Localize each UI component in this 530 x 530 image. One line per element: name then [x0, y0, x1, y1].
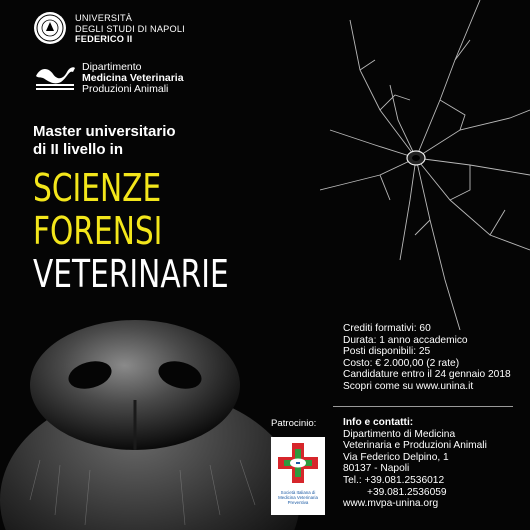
info-seats: Posti disponibili: 25 — [343, 346, 431, 358]
sivemp-cross-logo-icon — [276, 441, 320, 489]
contacts-phone-2[interactable]: +39.081.2536059 — [367, 486, 447, 498]
contacts-line-3: Via Federico Delpino, 1 — [343, 451, 449, 463]
section-divider — [333, 406, 513, 407]
contacts-heading: Info e contatti: — [343, 417, 414, 428]
university-line-1: UNIVERSITÀ — [75, 13, 133, 23]
patron-line-2: Medicina Veterinaria — [278, 495, 318, 500]
patronage-label: Patrocinio: — [271, 418, 317, 429]
title-line-veterinarie: VETERINARIE — [33, 252, 229, 296]
contacts-line-4: 80137 - Napoli — [343, 463, 410, 475]
intro-line-1: Master universitario — [33, 123, 176, 140]
department-line-1: Dipartimento — [82, 61, 142, 73]
course-info — [343, 323, 511, 393]
university-line-3: FEDERICO II — [75, 34, 133, 45]
contacts-line-2: Veterinaria e Produzioni Animali — [343, 440, 487, 452]
info-deadline: Candidature entro il 24 gennaio 2018 — [343, 369, 511, 381]
patron-caption — [271, 490, 325, 505]
contacts-website[interactable]: www.mvpa-unina.org — [343, 498, 439, 510]
patron-line-3: Preventiva — [287, 500, 309, 505]
info-cost: Costo: € 2.000,00 (2 rate) — [343, 357, 460, 369]
university-line-2: DEGLI STUDI DI NAPOLI — [75, 23, 185, 34]
info-credits: Crediti formativi: 60 — [343, 323, 431, 334]
info-website[interactable]: Scopri come su www.unina.it — [343, 380, 474, 392]
info-duration: Durata: 1 anno accademico — [343, 334, 468, 346]
department-logo-icon — [33, 58, 77, 94]
contacts-phone-1[interactable]: Tel.: +39.081.2536012 — [343, 474, 445, 486]
patron-line-1: Società Italiana di — [280, 490, 316, 495]
university-seal-icon — [33, 11, 67, 45]
department-name — [82, 62, 184, 96]
contacts-line-1: Dipartimento di Medicina — [343, 428, 456, 440]
contacts-block — [343, 417, 487, 510]
patron-logo — [271, 437, 325, 515]
university-name — [75, 13, 185, 45]
department-line-3: Produzioni Animali — [82, 83, 169, 96]
intro-line-2: di II livello in — [33, 141, 124, 158]
department-line-2: Medicina Veterinaria — [82, 72, 184, 85]
title-line-scienze: SCIENZE — [33, 166, 162, 210]
shattered-glass-image — [320, 0, 530, 330]
title-line-forensi: FORENSI — [33, 209, 163, 253]
master-intro — [33, 123, 176, 159]
